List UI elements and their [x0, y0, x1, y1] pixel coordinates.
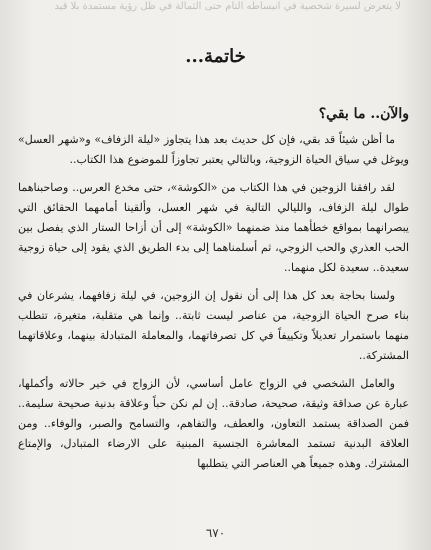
body-text — [18, 130, 409, 482]
paragraph-1: ما أظن شيئاً قد بقي، فإن كل حديث بعد هذا يتجاوز «ليلة الزفاف» و«شهر العسل» ويوغل في سياق الحياة الزوجية، وبالتالي يعتبر تجاوزاً للموضوع هذا الكتاب.. — [18, 133, 409, 166]
paragraph-3: ولسنا بحاجة بعد كل هذا إلى أن نقول إن الزوجين، في ليلة زفافهما، يشرعان في بناء صرح الحياة الزوجية، من عناصر ليست ثابتة.. وإنما هي متقلبة، متغيرة، تتطلب منهما باستمرار تعديلاً وتكييفاً في كل تصرفاتهما، والمعاملة المتبادلة بينهما، وعلاقاتهما المشتركة.. — [18, 289, 409, 362]
chapter-title: خاتمة... — [185, 46, 246, 67]
paragraph-4: والعامل الشخصي في الزواج عامل أساسي، لأن الزواج في خير حالاته وأكملها، عبارة عن صداقة وثيقة، صحيحة، صادقة.. إن لم نكن حباً وعلاقة بدنية صحيحة سليمة.. فمن الصداقة يستمد التعاون، والعطف، والتفاهم، والتسامح والصبر، والوفاء.. ومن العلاقة البدنية تستمد المعاشرة الجنسية المبنية على الارضاء المتبادل، والإمتاع المشترك. وهذه جميعاً هي العناصر التي يتطلبها — [18, 377, 409, 470]
section-heading: والآن.. ما بقي؟ — [318, 106, 409, 122]
paragraph-2: لقد رافقنا الزوجين في هذا الكتاب من «الكوشة»، حتى مخدع العرس.. وصاحبناهما طوال ليلة الزفاف، والليالي التالية في شهر العسل، وألقينا أمامهما الحقائق التي يبصرانهما بمواقع خطأهما منذ ضمنهما «الكوشة» إلى أن أزاحا الستار الذي يفصل بين الحب العذري والحب الزوجي، ثم أسلمناهما إلى بدء الطريق الذي يقود إلى حياة زوجية سعيدة.. سعيدة لكل منهما.. — [18, 181, 409, 274]
bleed-through-text: لا يتعرض لسيرة شخصية في انبساطه التام حتى الثمالة في ظل رؤية مستمدة بلا قيد — [54, 1, 401, 12]
page-number: ٦٧٠ — [205, 526, 226, 540]
